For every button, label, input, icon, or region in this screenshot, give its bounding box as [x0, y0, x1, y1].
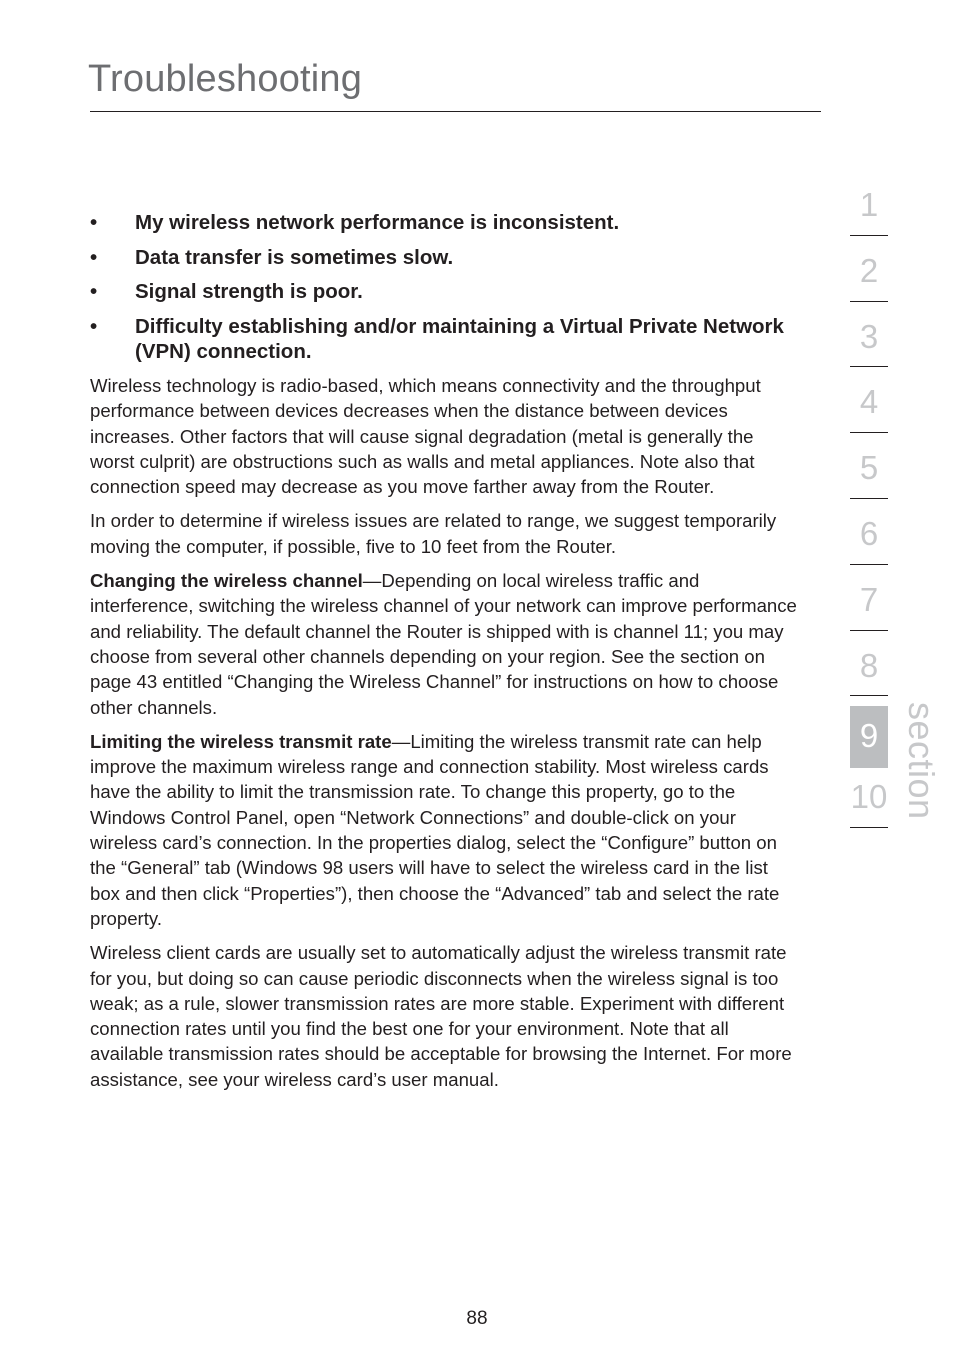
paragraph-range-test: In order to determine if wireless issues are related to range, we suggest temporarily moving the computer, if possible, five to 10 feet from the Router. [90, 510, 777, 557]
list-item: • Data transfer is sometimes slow. [90, 245, 454, 269]
paragraph-changing-channel: Changing the wireless channel—Depending on local wireless traffic and interference, switching the wireless channel of your network can improve performance and reliability. The default channel the Router is shipped with is channel 11; you may choose from several other channels depending on your region. See the section on page 43 entitled “Changing the Wireless Channel” for instructions on how to choose other channels. [90, 570, 797, 718]
paragraph-lead: Limiting the wireless transmit rate [90, 730, 392, 752]
list-item: • My wireless network performance is inconsistent. [90, 211, 620, 234]
section-label: section [901, 702, 942, 820]
paragraph-lead: Changing the wireless channel [90, 570, 363, 592]
section-nav-item-1[interactable]: 1 [850, 180, 888, 246]
section-nav-item-10[interactable]: 10 [850, 772, 888, 838]
list-item: • Signal strength is poor. [90, 280, 363, 303]
section-nav-item-5[interactable]: 5 [850, 443, 888, 509]
bullet-icon: • [90, 211, 98, 234]
section-nav-item-7[interactable]: 7 [850, 575, 888, 641]
list-item: • Difficulty establishing and/or maintaining a Virtual Private Network (VPN) connection. [90, 314, 784, 363]
section-nav-item-6[interactable]: 6 [850, 509, 888, 575]
page-title: Troubleshooting [88, 58, 363, 100]
section-nav-item-8[interactable]: 8 [850, 641, 888, 707]
section-nav-item-9-active[interactable]: 9 [850, 706, 888, 772]
main-content [90, 210, 798, 1101]
bullet-icon: • [90, 314, 98, 338]
page-number: 88 [466, 1308, 488, 1329]
bullet-icon: • [90, 245, 98, 269]
section-nav [850, 180, 888, 838]
bullet-icon: • [90, 280, 98, 303]
section-nav-item-2[interactable]: 2 [850, 246, 888, 312]
paragraph-client-cards: Wireless client cards are usually set to automatically adjust the wireless transmit rate for you, but doing so can cause periodic disconnects when the wireless signal is too weak; as a rule, slower transmission rates are more stable. Experiment with different connection rates until you find the best one for your environment. Note that all available transmission rates should be acceptable for browsing the Internet. For more assistance, see your wireless card’s user manual. [90, 942, 792, 1090]
section-nav-item-4[interactable]: 4 [850, 377, 888, 443]
symptom-list [90, 210, 798, 364]
paragraph-signal-degradation: Wireless technology is radio-based, which means connectivity and the throughput performance between devices decreases when the distance between devices increases. Other factors that will cause signal degradation (metal is generally the worst culprit) are obstructions such as walls and metal appliances. Note also that connection speed may decrease as you move farther away from the Router. [90, 375, 761, 498]
section-nav-item-3[interactable]: 3 [850, 312, 888, 378]
title-divider [90, 111, 821, 112]
paragraph-transmit-rate: Limiting the wireless transmit rate—Limiting the wireless transmit rate can help improve the maximum wireless range and connection stability. Most wireless cards have the ability to limit the transmission rate. To change this property, go to the Windows Control Panel, open “Network Connections” and double-click on your wireless card’s connection. In the properties dialog, select the “Configure” button on the “General” tab (Windows 98 users will have to select the wireless card in the list box and then click “Properties”), then choose the “Advanced” tab and select the rate property. [90, 730, 780, 929]
